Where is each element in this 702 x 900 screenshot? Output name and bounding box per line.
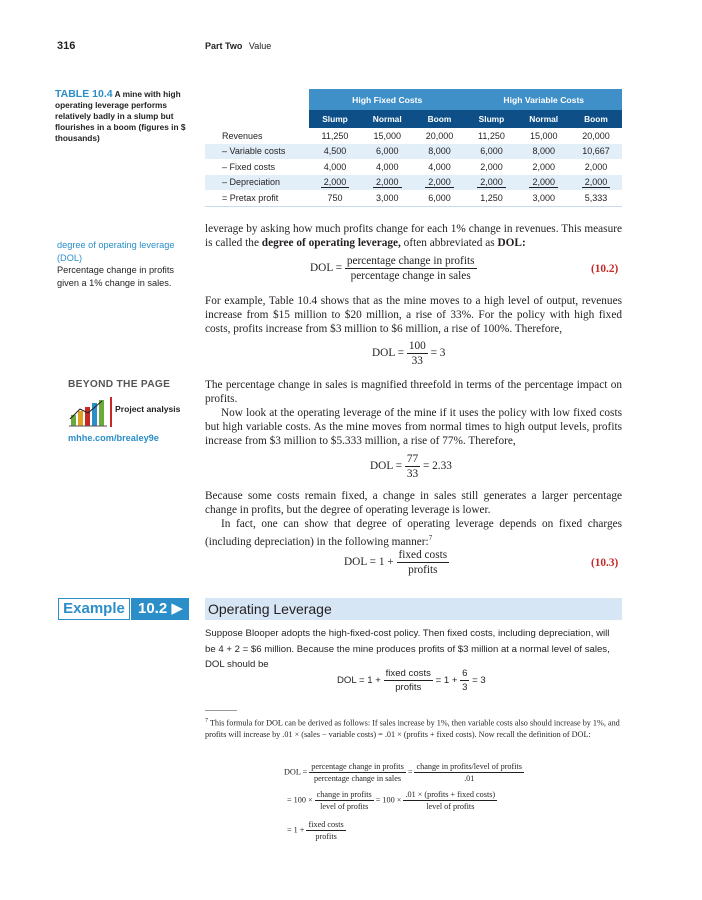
table-cell: 20,000 [425,130,454,141]
table-cell: 20,000 [582,130,610,141]
denominator: 33 [411,355,423,367]
example-paragraph: Suppose Blooper adopts the high-fixed-cost policy. Then fixed costs, including depreciation, will be 4 + 2 = $6 million. Because the mine produces profits of $3 million at a normal level of sales, DOL should be [205,628,610,670]
table-cell: 6,000 [361,144,414,160]
running-head-part: Part Two [205,41,243,51]
numerator: fixed costs [398,549,448,561]
eq-lhs: DOL = 1 + [337,675,381,687]
table-cell: 5,333 [570,190,622,206]
eq-lhs: DOL = [372,347,404,360]
table-cell: 8,000 [517,144,570,160]
table-corner [205,89,309,110]
group-header: High Variable Costs [465,89,622,110]
column-header: Boom [414,110,466,128]
beyond-the-page-title: BEYOND THE PAGE [68,379,171,390]
table-cell [309,175,361,191]
row-label: – Variable costs [205,144,309,160]
table-row [205,128,622,144]
table-label: TABLE 10.4 [55,88,113,100]
cell-value: 2,000 [529,177,558,188]
numerator: 100 [408,340,426,352]
table-cell: 15,000 [373,130,401,141]
footnote [205,716,622,740]
denominator: level of profits [320,802,369,811]
table-cell [517,175,570,191]
cell-value: 2,000 [373,177,402,188]
numerator: percentage change in profits [311,762,404,771]
equation-10-2 [310,255,477,282]
running-head [205,41,271,51]
fraction [460,668,469,693]
numerator: 6 [462,668,468,679]
table-cell: 4,000 [323,161,347,172]
denominator: percentage change in sales [350,270,471,282]
paragraph: Now look at the operating leverage of the mine if it uses the policy with low fixed costs but high variable costs. As the mine moves from normal times to high output levels, profits increase from $3 million to $5.333 million, a rise of 77%. Therefore, [205,407,622,448]
table-cell: 11,250 [321,130,349,141]
column-header: Normal [517,110,570,128]
text-run: leverage by asking how much profits change for each 1% change in revenues. This measure is called the [205,223,622,250]
numerator: 77 [406,453,419,465]
fraction [403,790,497,811]
project-analysis-icon[interactable] [68,397,108,429]
table-cell: 4,000 [375,161,399,172]
group-header: High Fixed Costs [309,89,465,110]
table-subheader-row [205,110,622,128]
running-head-section: Value [248,41,272,51]
footnote-mark: 7 [205,718,208,724]
eq-rhs: = 3 [472,675,486,687]
table-row [205,190,622,206]
table-cell: 8,000 [414,144,466,160]
eq-lhs: = 1 + [287,825,305,835]
row-label: = Pretax profit [205,190,309,206]
eq-rhs: = 3 [430,347,446,360]
page-number: 316 [57,40,76,52]
table-cell: 2,000 [532,161,555,172]
table-caption-text: A mine with high operating leverage performs relatively badly in a slump but flourishes in a boom (figures in $ thousands) [55,89,186,143]
column-header: Slump [309,110,361,128]
table-cell: 1,250 [465,190,517,206]
footnote-rule [205,710,237,711]
bold-term: degree of operating leverage, [261,237,401,250]
cell-value: 2,000 [425,177,454,188]
table-cell: 2,000 [480,161,503,172]
table-cell [570,175,622,191]
numerator: change in profits/level of profits [416,762,522,771]
table-cell: 6,000 [414,190,466,206]
denominator: level of profits [426,802,475,811]
equation-number: (10.3) [591,557,619,569]
eq-op: = 100 × [375,795,402,805]
row-label: Revenues [222,130,263,141]
cell-value: 2,000 [477,177,506,188]
footnote-equation-line [284,762,524,783]
denominator: profits [315,832,337,841]
footnote-equation-line [287,820,346,841]
eq-lhs: DOL = [370,460,402,473]
table-row [205,175,622,191]
eq-mid: = 1 + [435,675,458,687]
fraction [306,820,345,841]
eq-lhs: DOL = [310,262,342,275]
equation-10-3 [344,549,449,576]
table-cell: 4,500 [309,144,361,160]
paragraph: For example, Table 10.4 shows that as the mine moves to a high level of output, revenues increase from $15 million to $20 million, a rise of 33%. For the policy with high fixed costs, profits increase from $3 million to $6 million, a rise of 100%. Therefore, [205,295,622,336]
footnote-ref[interactable]: 7 [428,534,433,543]
paragraph [205,222,622,250]
table-caption [55,89,195,144]
row-label: – Depreciation [205,175,309,191]
table-cell [414,175,466,191]
row-label: – Fixed costs [222,161,276,172]
column-header: Boom [570,110,622,128]
eq-lhs: = 100 × [287,795,313,805]
fraction [407,340,428,367]
eq-op: = [407,767,413,777]
numerator: fixed costs [385,668,431,679]
cell-value: 2,000 [321,177,350,188]
table-cell: 6,000 [465,144,517,160]
denominator: profits [408,564,438,576]
numerator: change in profits [316,790,372,799]
equation [372,340,445,367]
bold-abbrev: DOL: [497,237,526,250]
text-run: often abbreviated as [400,237,498,250]
denominator: 3 [462,682,468,693]
example-label: Example [58,598,130,620]
fraction [309,762,406,783]
margin-definition [57,239,197,289]
beyond-divider [110,397,112,427]
example-equation [337,668,486,693]
eq-lhs: DOL = 1 + [344,556,394,569]
paragraph: Because some costs remain fixed, a change in sales still generates a larger percentage change in profits, but the degree of operating leverage is lower. [205,490,622,517]
beyond-url-link[interactable]: mhhe.com/brealey9e [68,433,159,443]
table-cell: 750 [309,190,361,206]
margin-term: degree of operating leverage (DOL) [57,240,175,263]
table-row [205,159,622,175]
denominator: .01 [464,774,475,783]
column-header: Normal [361,110,414,128]
column-header: Slump [465,110,517,128]
text-run: In fact, one can show that degree of operating leverage depends on fixed charges (including depreciation) in the following manner: [205,518,622,548]
table-cell: 10,667 [570,144,622,160]
table-cell: 15,000 [529,130,558,141]
numerator: .01 × (profits + fixed costs) [405,790,496,799]
fraction [384,668,433,693]
equation [370,453,452,480]
example-number: 10.2 ▶ [131,598,189,620]
data-table [205,89,622,207]
table-group-header-row [205,89,622,110]
cell-value: 2,000 [582,177,611,188]
example-title: Operating Leverage [208,601,332,617]
numerator: fixed costs [308,820,344,829]
footnote-text: This formula for DOL can be derived as follows: If sales increase by 1%, then variable costs also should increase by 1%, and profits will increase by .01 × (sales − variable costs) = .01 × (profits + fixed costs). Now recall the definition of DOL: [205,718,620,739]
fraction [345,255,477,282]
fraction [315,790,374,811]
footnote-equation-line [287,790,497,811]
margin-definition-text: Percentage change in profits given a 1% change in sales. [57,265,174,288]
paragraph [205,517,622,549]
fraction [414,762,524,783]
table-cell: 2,000 [584,161,608,172]
table-row [205,144,622,160]
table-cell: 3,000 [517,190,570,206]
numerator: percentage change in profits [346,255,475,267]
beyond-label[interactable]: Project analysis [115,404,181,414]
fraction [397,549,450,576]
table-cell: 3,000 [361,190,414,206]
eq-rhs: = 2.33 [422,460,452,473]
denominator: percentage change in sales [313,774,402,783]
eq-lhs: DOL = [284,767,308,777]
equation-number: (10.2) [591,263,619,275]
denominator: profits [395,682,422,693]
table-cell: 11,250 [478,130,505,141]
table-corner [205,110,309,128]
fraction [405,453,420,480]
paragraph: The percentage change in sales is magnified threefold in terms of the percentage impact on profits. [205,379,622,406]
table-cell: 4,000 [428,161,451,172]
table-cell [361,175,414,191]
denominator: 33 [406,468,419,480]
table-cell [465,175,517,191]
